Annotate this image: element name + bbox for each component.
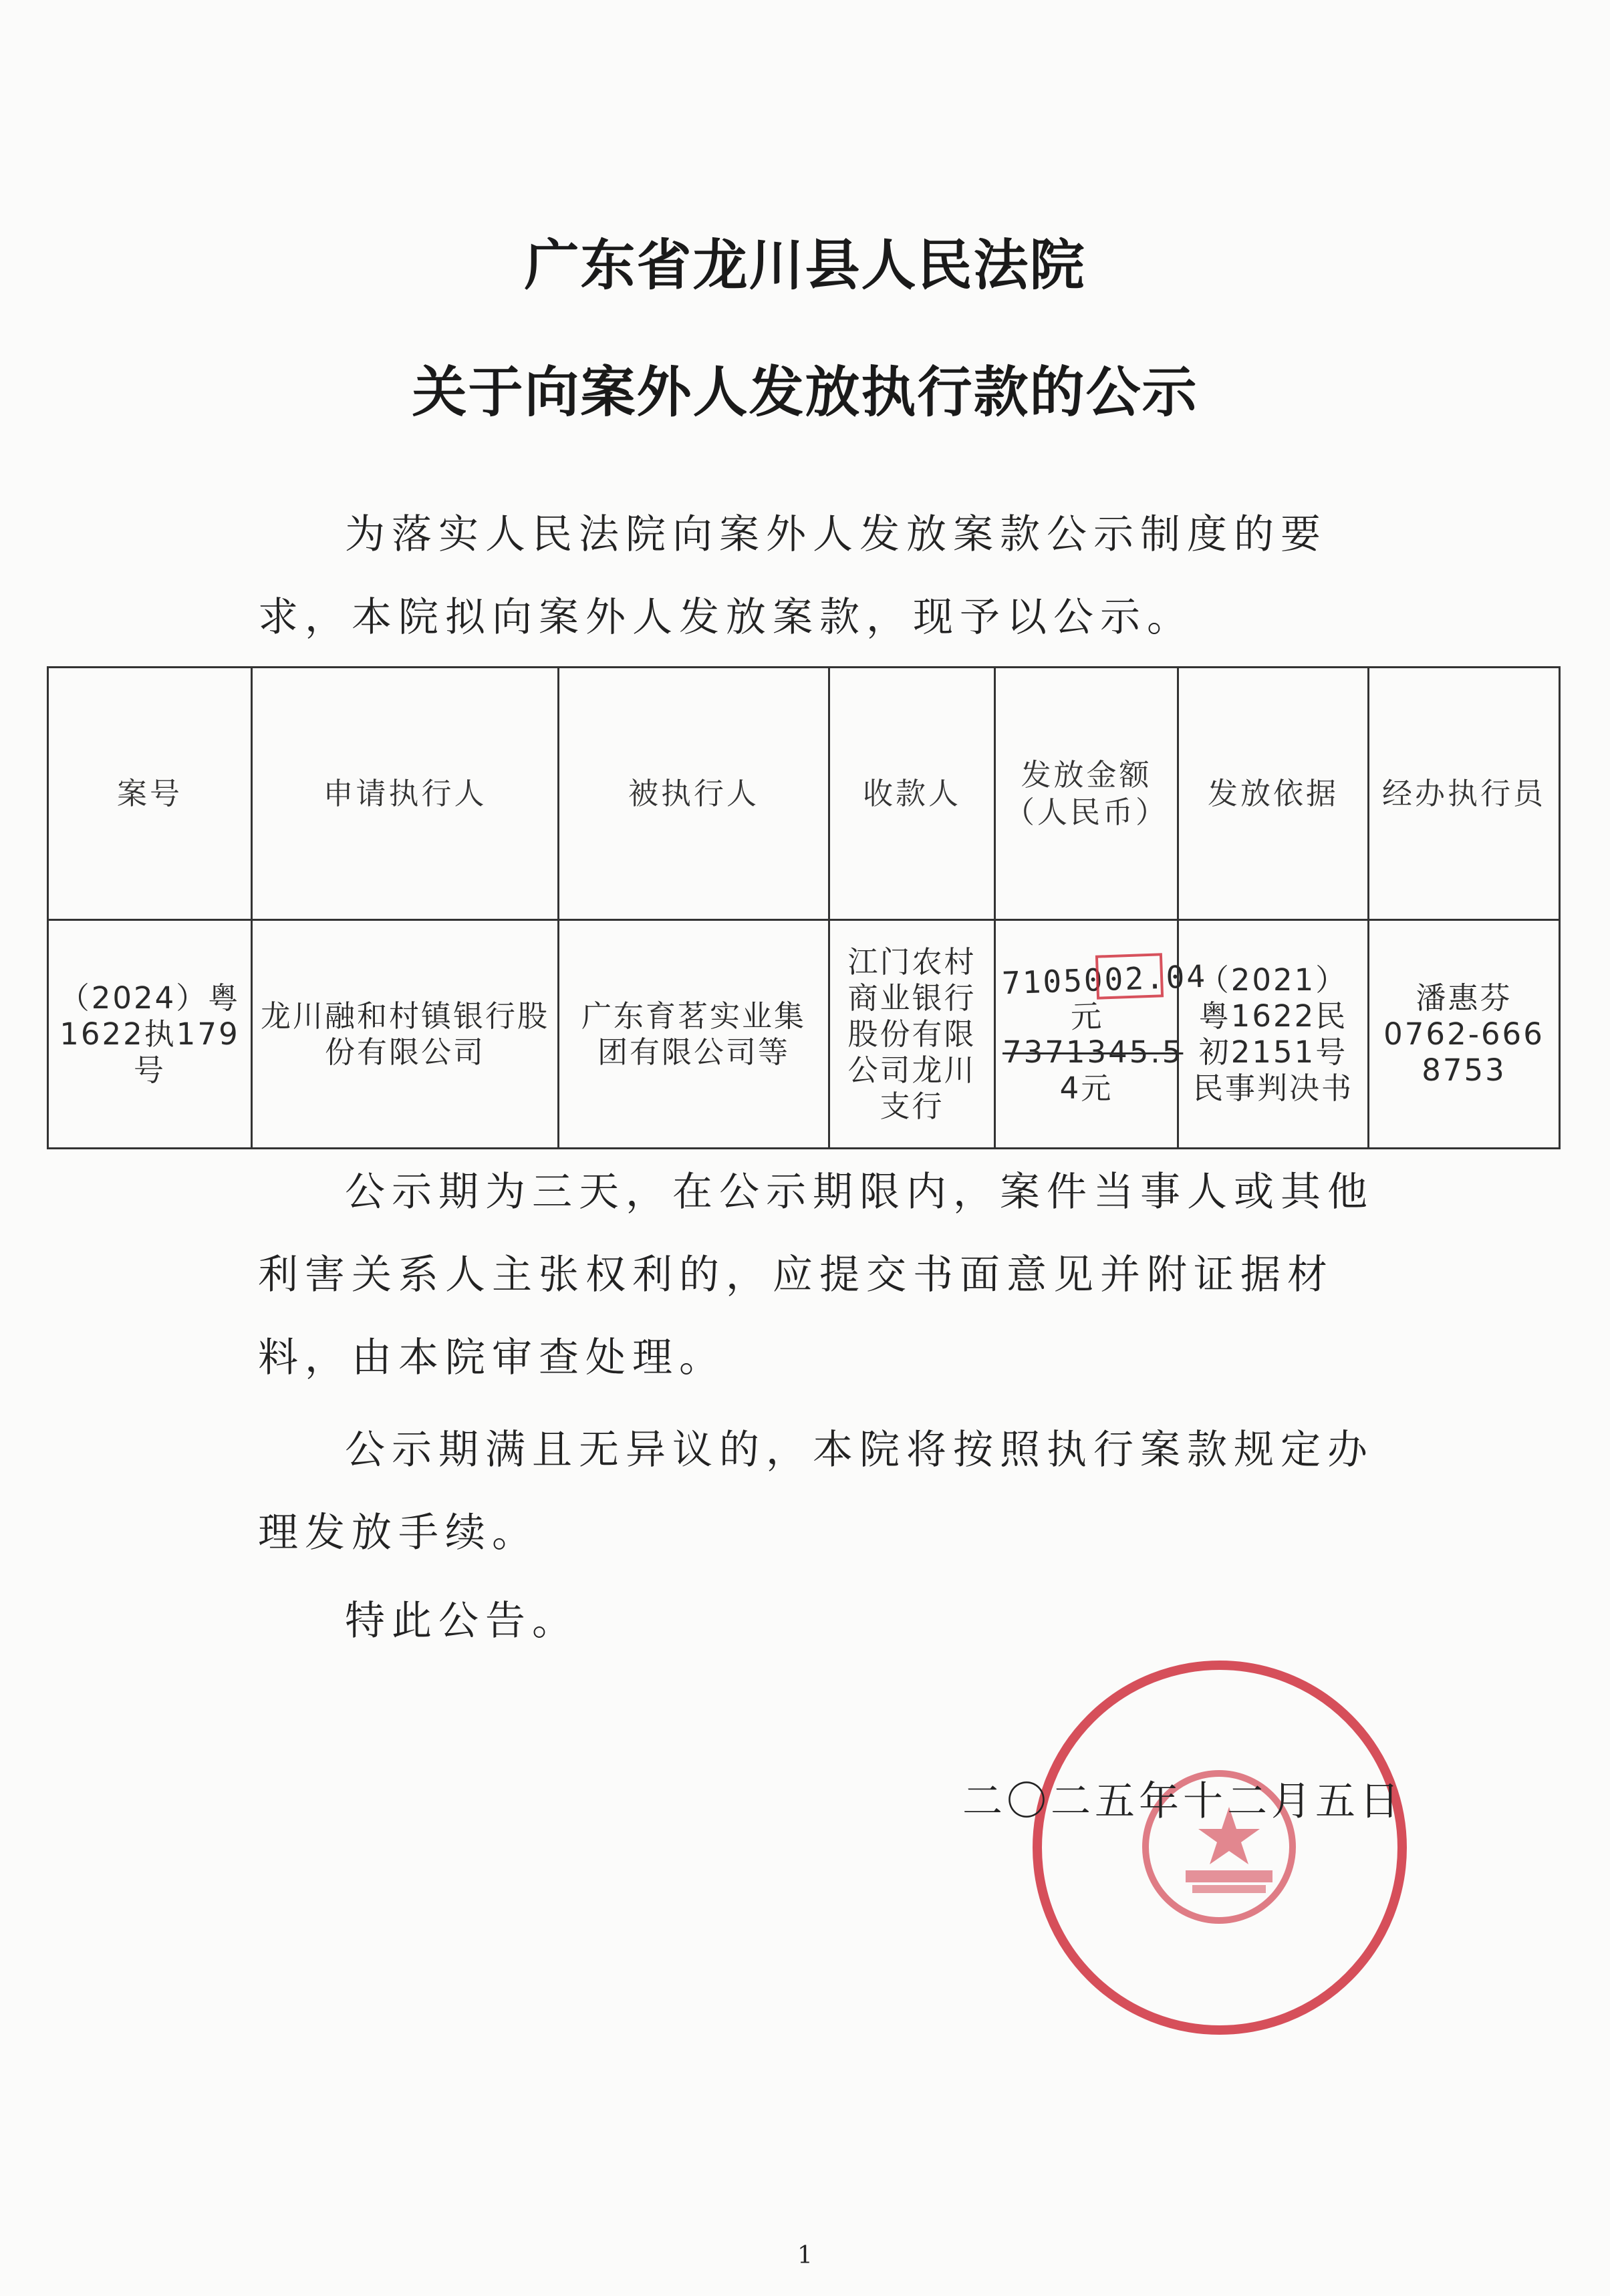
cell-basis: （2021）粤1622民初2151号民事判决书 (1178, 920, 1369, 1149)
correction-stamp (1095, 953, 1164, 999)
intro-paragraph (258, 493, 1414, 659)
header-payee: 收款人 (829, 668, 995, 920)
table-header-row (48, 668, 1560, 920)
payment-table (47, 666, 1561, 1149)
cell-case-no: （2024）粤1622执179号 (48, 920, 252, 1149)
header-case-no: 案号 (48, 668, 252, 920)
document-title-court: 广东省龙川县人民法院 (524, 234, 1086, 297)
expiry-text: 公示期满且无异议的，本院将按照执行案款规定办理发放手续。 (258, 1427, 1374, 1556)
cell-officer (1369, 920, 1560, 1149)
cell-respondent: 广东育茗实业集团有限公司等 (559, 920, 829, 1149)
intro-text: 为落实人民法院向案外人发放案款公示制度的要求，本院拟向案外人发放案款，现予以公示。 (258, 511, 1327, 641)
objection-paragraph (258, 1151, 1414, 1399)
expiry-paragraph (258, 1409, 1414, 1574)
cell-payee: 江门农村商业银行股份有限公司龙川支行 (829, 920, 995, 1149)
amount-original-struck: 7371345.5 (1002, 1034, 1184, 1070)
header-amount: 发放金额（人民币） (995, 668, 1178, 920)
document-title-subject: 关于向案外人发放执行款的公示 (412, 361, 1198, 424)
amount-unit: 4元 (1059, 1070, 1113, 1106)
page-number: 1 (797, 2242, 813, 2269)
officer-phone: 0762-6668753 (1383, 1016, 1545, 1088)
cell-amount (995, 920, 1208, 1149)
header-applicant: 申请执行人 (252, 668, 559, 920)
closing-paragraph (258, 1580, 1414, 1663)
table-row (48, 920, 1560, 1149)
issue-date: 二〇二五年十二月五日 (962, 1778, 1403, 1825)
objection-text: 公示期为三天，在公示期限内，案件当事人或其他利害关系人主张权利的，应提交书面意见并附证据材料，由本院审查处理。 (258, 1169, 1374, 1381)
court-seal (1033, 1661, 1407, 2035)
header-officer: 经办执行员 (1369, 668, 1560, 920)
header-basis: 发放依据 (1178, 668, 1369, 920)
cell-applicant: 龙川融和村镇银行股份有限公司 (252, 920, 559, 1149)
officer-name: 潘惠芬 (1416, 980, 1512, 1016)
seal-emblem-graphic (1042, 1670, 1416, 2044)
closing-text: 特此公告。 (345, 1598, 579, 1644)
header-respondent: 被执行人 (559, 668, 829, 920)
amount-handwritten: 7105002.04元 (1001, 958, 1208, 1035)
